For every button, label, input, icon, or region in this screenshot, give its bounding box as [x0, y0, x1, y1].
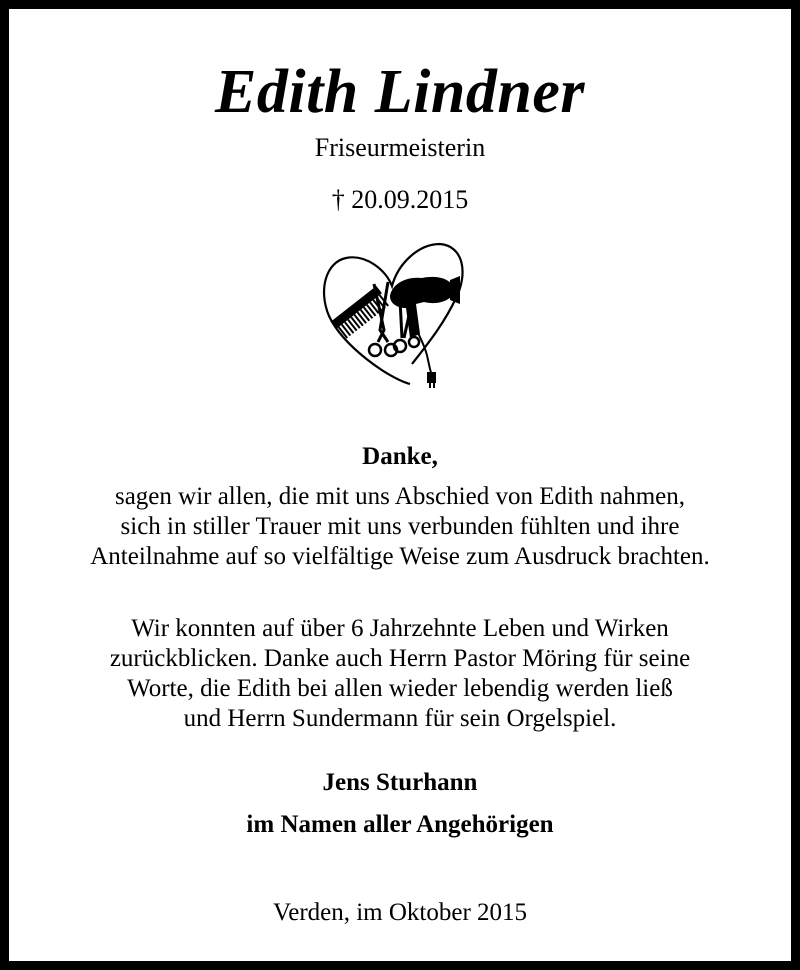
- heart-with-hairdresser-tools-icon: [318, 238, 470, 394]
- paragraph-line: Worte, die Edith bei allen wieder lebendig werden ließ: [127, 675, 673, 702]
- paragraph-line: sagen wir allen, die mit uns Abschied von Edith nahmen,: [114, 483, 686, 510]
- signature-subline: im Namen aller Angehörigen: [246, 811, 554, 838]
- paragraph-line: sich in stiller Trauer mit uns verbunden fühlten und ihre: [120, 513, 680, 540]
- paragraph-line: zurückblicken. Danke auch Herrn Pastor Möring für seine: [109, 645, 691, 672]
- greeting: Danke,: [362, 443, 438, 470]
- paragraph-line: Anteilnahme auf so vielfältige Weise zum Ausdruck brachten.: [90, 543, 710, 570]
- place-date: Verden, im Oktober 2015: [272, 899, 528, 926]
- paragraph-line: Wir konnten auf über 6 Jahrzehnte Leben und Wirken: [131, 615, 669, 642]
- death-date: † 20.09.2015: [331, 185, 469, 214]
- deceased-name: Edith Lindner: [215, 58, 585, 126]
- thanks-paragraph: [20, 482, 780, 572]
- signature-name: Jens Sturhann: [322, 769, 478, 796]
- memory-paragraph: [20, 614, 780, 734]
- profession: Friseurmeisterin: [314, 133, 486, 162]
- paragraph-line: und Herrn Sundermann für sein Orgelspiel.: [183, 705, 617, 732]
